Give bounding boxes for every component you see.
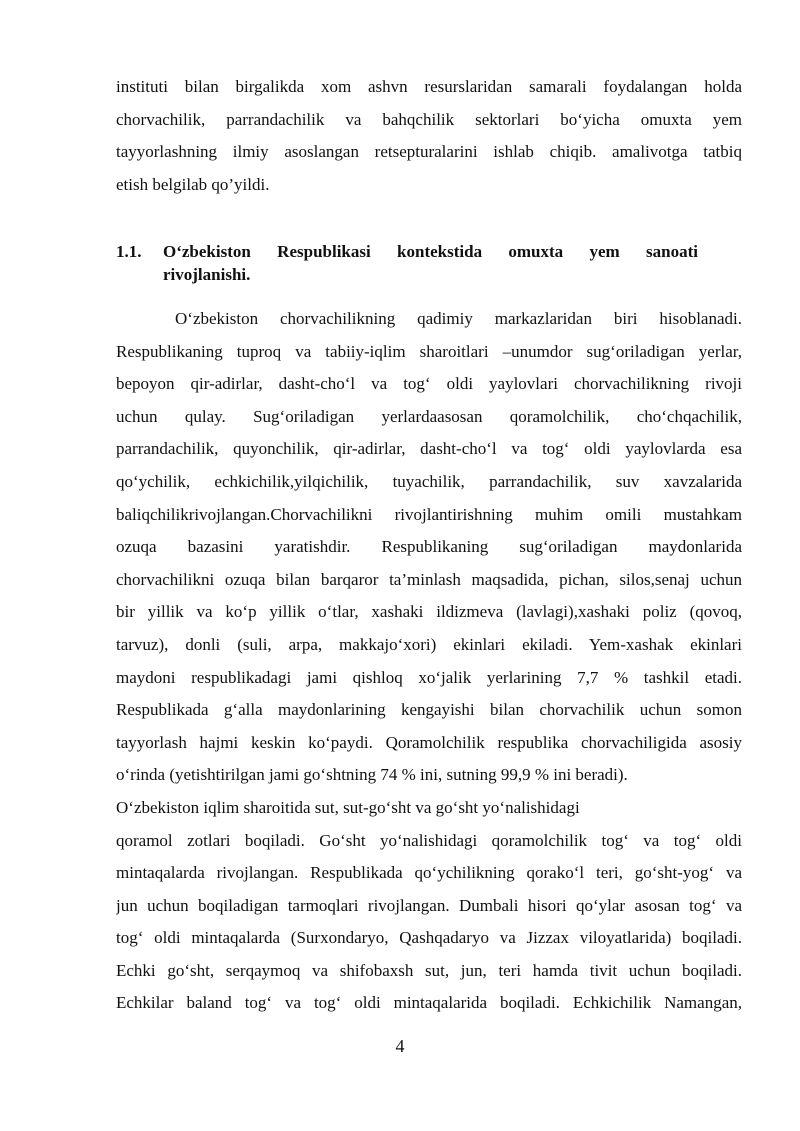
section-number: 1.1. <box>116 242 142 261</box>
page-number: 4 <box>395 1036 405 1056</box>
body-line: uchun qulay. Sug‘oriladigan yerlardaasosan qoramolchilik, cho‘chqachilik, <box>116 406 742 426</box>
intro-line: chorvachilik, parrandachilik va bahqchilik sektorlari bo‘yicha omuxta yem <box>116 109 742 129</box>
body-line: bepoyon qir-adirlar, dasht-cho‘l va tog‘ oldi yaylovlari chorvachilikning rivoji <box>116 374 742 394</box>
body-line: o‘rinda (yetishtirilgan jami go‘shtning 74 % ini, sutning 99,9 % ini beradi). <box>116 765 628 785</box>
body-line: tog‘ oldi mintaqalarda (Surxondaryo, Qashqadaryo va Jizzax viloyatlarida) boqiladi. <box>116 928 742 948</box>
body-line: qo‘ychilik, echkichilik,yilqichilik, tuyachilik, parrandachilik, suv xavzalarida <box>116 471 742 491</box>
body-line: Echkilar baland tog‘ va tog‘ oldi mintaqalarida boqiladi. Echkichilik Namangan, <box>116 993 742 1013</box>
section-title <box>163 240 698 286</box>
section-title-line: O‘zbekiston Respublikasi kontekstida omuxta yem sanoati <box>163 242 698 261</box>
body-line: chorvachilikni ozuqa bilan barqaror ta’minlash maqsadida, pichan, silos,senaj uchun <box>116 569 742 589</box>
body-line: Respublikaning tuproq va tabiiy-iqlim sharoitlari –unumdor sug‘oriladigan yerlar, <box>116 341 742 361</box>
body-line: O‘zbekiston chorvachilikning qadimiy markazlaridan biri hisoblanadi. <box>175 309 742 328</box>
body-line: qoramol zotlari boqiladi. Go‘sht yo‘nalishidagi qoramolchilik tog‘ va tog‘ oldi <box>116 830 742 850</box>
body-line: bir yillik va ko‘p yillik o‘tlar, xashaki ildizmeva (lavlagi),xashaki poliz (qovoq, <box>116 602 742 622</box>
section-title-line: rivojlanishi. <box>163 265 251 284</box>
body-line: tayyorlash hajmi keskin ko‘paydi. Qoramolchilik respublika chorvachiligida asosiy <box>116 732 742 752</box>
body-line: Respublikada g‘alla maydonlarining kengayishi bilan chorvachilik uchun somon <box>116 700 742 720</box>
intro-line: tayyorlashning ilmiy asoslangan retsepturalarini ishlab chiqib. amalivotga tatbiq <box>116 142 742 162</box>
intro-line: etish belgilab qo’yildi. <box>116 174 270 194</box>
intro-line: instituti bilan birgalikda xom ashvn resurslaridan samarali foydalangan holda <box>116 77 742 96</box>
intro-paragraph <box>116 71 742 201</box>
body-line: mintaqalarda rivojlangan. Respublikada qo‘ychilikning qorako‘l teri, go‘sht-yog‘ va <box>116 863 742 883</box>
body-line: baliqchilikrivojlangan.Chorvachilikni rivojlantirishning muhim omili mustahkam <box>116 504 742 524</box>
body-line: parrandachilik, quyonchilik, qir-adirlar, dasht-cho‘l va tog‘ oldi yaylovlarda esa <box>116 439 742 459</box>
body-line: ozuqa bazasini yaratishdir. Respublikaning sug‘oriladigan maydonlarida <box>116 537 742 557</box>
body-line: Echki go‘sht, serqaymoq va shifobaxsh sut, jun, teri hamda tivit uchun boqiladi. <box>116 960 742 980</box>
body-line: tarvuz), donli (suli, arpa, makkajo‘xori) ekinlari ekiladi. Yem-xashak ekinlari <box>116 634 742 654</box>
body-line: jun uchun boqiladigan tarmoqlari rivojlangan. Dumbali hisori qo‘ylar asosan tog‘ va <box>116 895 742 915</box>
body-paragraph <box>116 303 742 1020</box>
body-line: maydoni respublikadagi jami qishloq xo‘jalik yerlarining 7,7 % tashkil etadi. <box>116 667 742 687</box>
body-line: O‘zbekiston iqlim sharoitida sut, sut-go‘sht va go‘sht yo‘nalishidagi <box>116 797 580 817</box>
